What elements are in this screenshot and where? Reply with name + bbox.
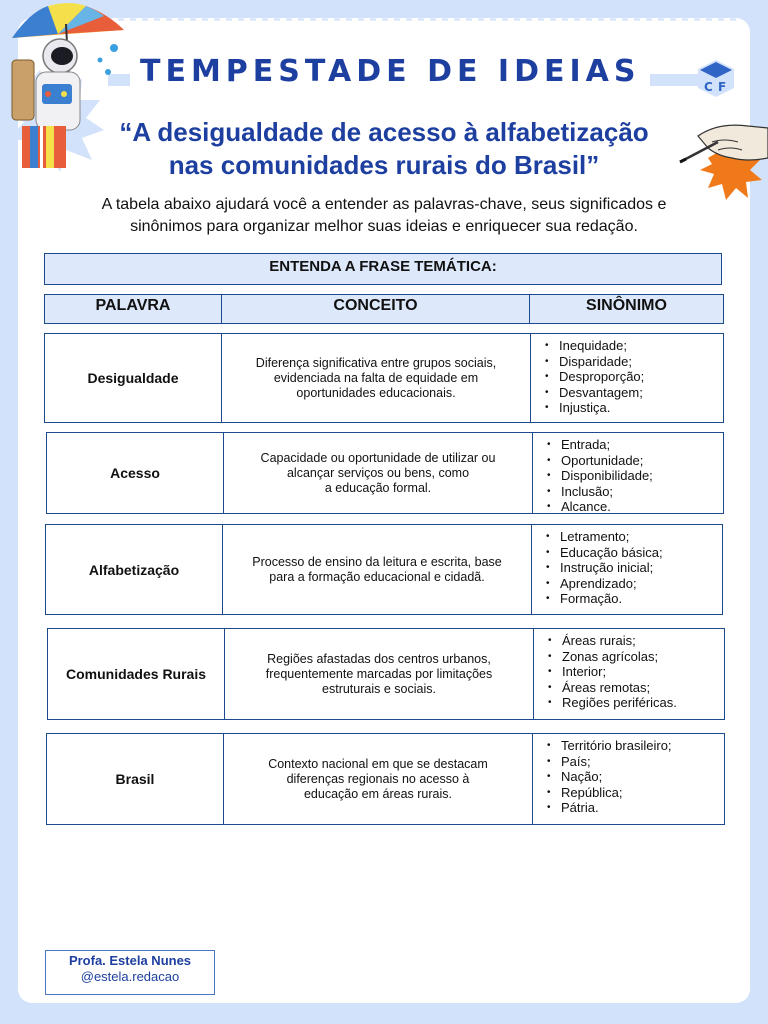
synonym-item: • País; [545, 754, 672, 770]
section-banner: ENTENDA A FRASE TEMÁTICA: [44, 253, 722, 285]
synonym-list [545, 437, 653, 515]
concept-line: Regiões afastadas dos centros urbanos, [267, 651, 491, 666]
synonym-item: • Zonas agrícolas; [546, 649, 677, 665]
synonym-item: • Pátria. [545, 800, 672, 816]
synonym-item: • Aprendizado; [544, 576, 663, 592]
synonym-list [544, 529, 663, 607]
intro-line-2: sinônimos para organizar melhor suas ideias e enriquecer sua redação. [130, 218, 638, 235]
concept-line: educação em áreas rurais. [303, 786, 452, 801]
synonym-cell [533, 629, 724, 719]
theme-statement [74, 116, 694, 182]
keyword-cell [45, 334, 221, 422]
concept-line: diferenças regionais no acesso à [286, 771, 470, 786]
synonym-item: • Educação básica; [544, 545, 663, 561]
column-header-synonym: SINÔNIMO [529, 294, 724, 324]
table-row [47, 628, 725, 720]
synonym-item: • Desvantagem; [543, 385, 644, 401]
concept-line: para a formação educacional e cidadã. [269, 569, 485, 584]
synonym-item: • Nação; [545, 769, 672, 785]
concept-line: a educação formal. [324, 480, 432, 495]
concept-cell [223, 433, 532, 513]
synonym-item: • Alcance. [545, 499, 653, 515]
table-row [44, 333, 724, 423]
keyword-text: Alfabetização [88, 561, 180, 578]
synonym-item: • Disparidade; [543, 354, 644, 370]
intro-text [50, 194, 718, 238]
synonym-item: • República; [545, 785, 672, 801]
keyword-text: Desigualdade [87, 370, 179, 386]
concept-line: evidenciada na falta de equidade em [273, 370, 479, 385]
synonym-item: • Território brasileiro; [545, 738, 672, 754]
keyword-cell [46, 525, 222, 614]
concept-line: Processo de ensino da leitura e escrita, base [252, 554, 502, 569]
concept-line: alcançar serviços ou bens, como [286, 465, 470, 480]
synonym-item: • Regiões periféricas. [546, 695, 677, 711]
keyword-text: Acesso [110, 465, 160, 481]
synonym-cell [532, 734, 724, 824]
intro-line-1: A tabela abaixo ajudará você a entender as palavras-chave, seus significados e [101, 196, 667, 213]
keyword-cell [48, 629, 224, 719]
synonym-item: • Formação. [544, 591, 663, 607]
synonym-cell [531, 525, 722, 614]
concept-line: Diferença significativa entre grupos sociais, [255, 355, 497, 370]
concept-line: frequentemente marcadas por limitações [265, 666, 493, 681]
concept-cell [224, 629, 533, 719]
synonym-cell [530, 334, 723, 422]
table-row [45, 524, 723, 615]
theme-line-2: nas comunidades rurais do Brasil” [168, 150, 600, 180]
top-dashed-border [58, 18, 738, 21]
synonym-list [546, 633, 677, 711]
synonym-item: • Áreas remotas; [546, 680, 677, 696]
author-credit [45, 950, 215, 995]
concept-line: estruturais e sociais. [322, 681, 436, 696]
synonym-item: • Desproporção; [543, 369, 644, 385]
table-row [46, 432, 724, 514]
synonym-item: • Instrução inicial; [544, 560, 663, 576]
author-handle: @estela.redacao [80, 969, 180, 984]
synonym-item: • Áreas rurais; [546, 633, 677, 649]
synonym-item: • Entrada; [545, 437, 653, 453]
synonym-item: • Injustiça. [543, 400, 644, 416]
keyword-text: Brasil [115, 771, 155, 787]
page-title: TEMPESTADE DE IDEIAS [130, 52, 650, 92]
synonym-item: • Interior; [546, 664, 677, 680]
keyword-text: Comunidades Rurais [65, 666, 207, 682]
synonym-list [543, 338, 644, 416]
concept-line: Capacidade ou oportunidade de utilizar ou [260, 450, 496, 465]
synonym-item: • Oportunidade; [545, 453, 653, 469]
synonym-item: • Disponibilidade; [545, 468, 653, 484]
concept-cell [222, 525, 531, 614]
synonym-item: • Letramento; [544, 529, 663, 545]
synonym-cell [532, 433, 723, 513]
concept-cell [221, 334, 530, 422]
theme-line-1: “A desigualdade de acesso à alfabetização [119, 117, 649, 147]
svg-text:C: C [704, 80, 713, 94]
author-name: Profa. Estela Nunes [68, 953, 192, 968]
concept-line: oportunidades educacionais. [296, 385, 456, 400]
column-header-concept: CONCEITO [221, 294, 530, 324]
synonym-list [545, 738, 672, 816]
svg-text:F: F [718, 80, 727, 94]
synonym-item: • Inclusão; [545, 484, 653, 500]
concept-line: Contexto nacional em que se destacam [268, 756, 488, 771]
keyword-cell [47, 734, 223, 824]
synonym-item: • Inequidade; [543, 338, 644, 354]
logo-cube-icon [696, 58, 736, 98]
concept-cell [223, 734, 532, 824]
keyword-cell [47, 433, 223, 513]
table-row [46, 733, 725, 825]
column-header-word: PALAVRA [44, 294, 222, 324]
